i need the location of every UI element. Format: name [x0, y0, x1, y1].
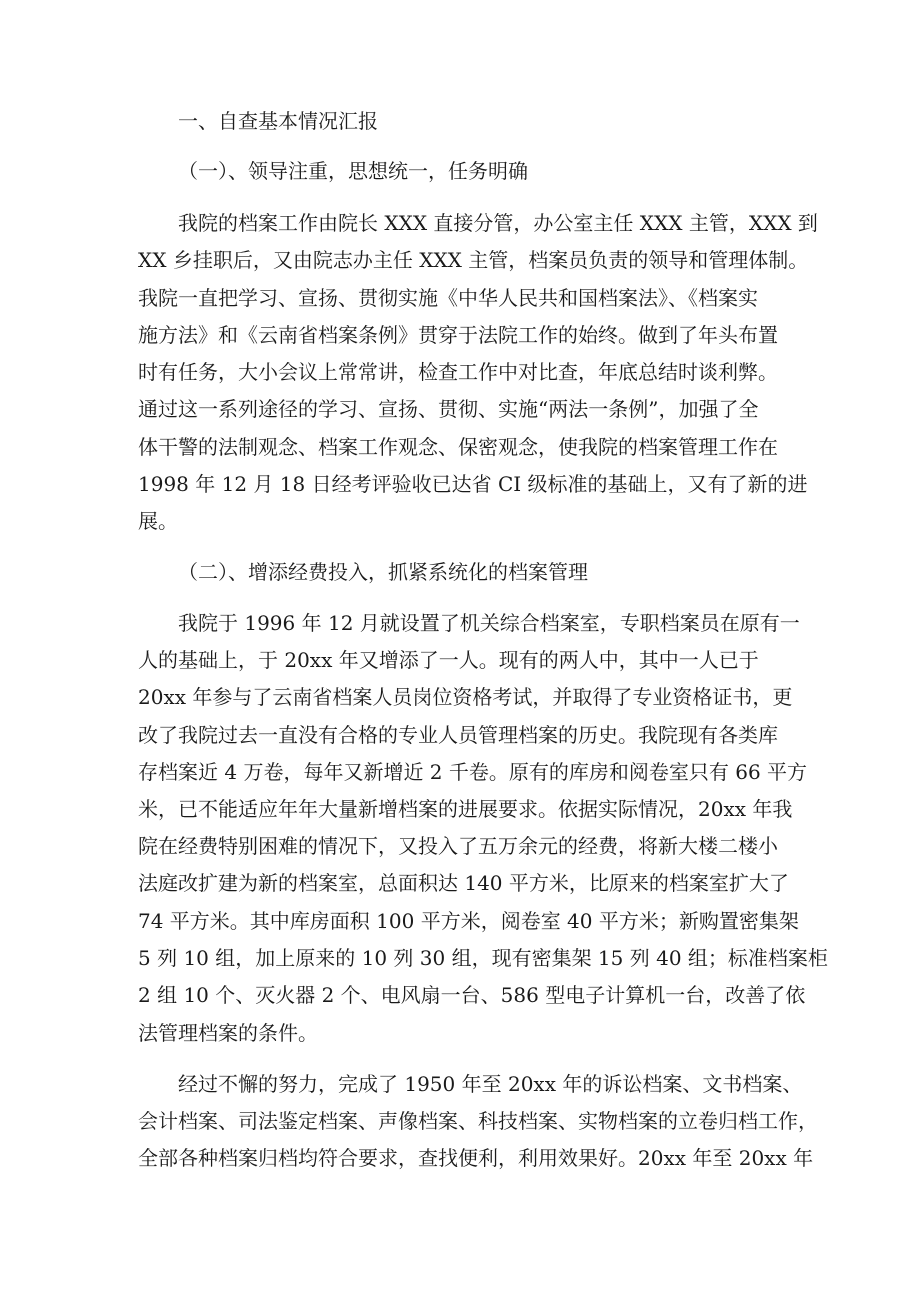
paragraph-line: 2 组 10 个、灭火器 2 个、电风扇一台、586 型电子计算机一台，改善了依 [138, 983, 806, 1007]
section-heading: 一、自查基本情况汇报 [178, 109, 378, 133]
paragraph-line: 体干警的法制观念、档案工作观念、保密观念，使我院的档案管理工作在 [138, 435, 778, 459]
paragraph-line: 我院一直把学习、宣扬、贯彻实施《中华人民共和国档案法》、《档案实 [138, 286, 758, 310]
paragraph-line: 会计档案、司法鉴定档案、声像档案、科技档案、实物档案的立卷归档工作， [138, 1109, 818, 1133]
paragraph-line: 人的基础上，于 20xx 年又增添了一人。现有的两人中，其中一人已于 [138, 648, 759, 672]
paragraph-line: 我院于 1996 年 12 月就设置了机关综合档案室，专职档案员在原有一 [178, 611, 800, 635]
paragraph-line: 时有任务，大小会议上常常讲，检查工作中对比查，年底总结时谈利弊。 [138, 360, 778, 384]
paragraph-line: 米，已不能适应年年大量新增档案的进展要求。依据实际情况，20xx 年我 [138, 797, 793, 821]
paragraph-line: 20xx 年参与了云南省档案人员岗位资格考试，并取得了专业资格证书，更 [138, 685, 793, 709]
paragraph-line: 法庭改扩建为新的档案室，总面积达 140 平方米，比原来的档案室扩大了 [138, 871, 789, 895]
paragraph-line: 74 平方米。其中库房面积 100 平方米，阅卷室 40 平方米；新购置密集架 [138, 909, 799, 933]
paragraph-line: 法管理档案的条件。 [138, 1021, 318, 1045]
paragraph-line: 5 列 10 组，加上原来的 10 列 30 组，现有密集架 15 列 40 组；标准档案柜 [138, 946, 828, 970]
subsection-heading: （一）、领导注重，思想统一，任务明确 [178, 159, 528, 183]
paragraph-line: 通过这一系列途径的学习、宣扬、贯彻、实施“两法一条例”，加强了全 [138, 397, 759, 421]
paragraph-line: 院在经费特别困难的情况下，又投入了五万余元的经费，将新大楼二楼小 [138, 834, 778, 858]
paragraph-line: 改了我院过去一直没有合格的专业人员管理档案的历史。我院现有各类库 [138, 723, 778, 747]
paragraph-line: 1998 年 12 月 18 日经考评验收已达省 CI 级标准的基础上，又有了新的进 [138, 472, 808, 496]
paragraph-line: 存档案近 4 万卷，每年又新增近 2 千卷。原有的库房和阅卷室只有 66 平方 [138, 760, 808, 784]
paragraph-line: 我院的档案工作由院长 XXX 直接分管，办公室主任 XXX 主管，XXX 到 [178, 211, 818, 235]
paragraph-line: XX 乡挂职后，又由院志办主任 XXX 主管，档案员负责的领导和管理体制。 [138, 248, 809, 272]
paragraph-line: 展。 [138, 509, 178, 533]
subsection-heading: （二）、增添经费投入，抓紧系统化的档案管理 [178, 560, 588, 584]
paragraph-line: 经过不懈的努力，完成了 1950 年至 20xx 年的诉讼档案、文书档案、 [178, 1072, 803, 1096]
paragraph-line: 施方法》和《云南省档案条例》贯穿于法院工作的始终。做到了年头布置 [138, 323, 778, 347]
paragraph-line: 全部各种档案归档均符合要求，查找便利，利用效果好。20xx 年至 20xx 年 [138, 1146, 814, 1170]
